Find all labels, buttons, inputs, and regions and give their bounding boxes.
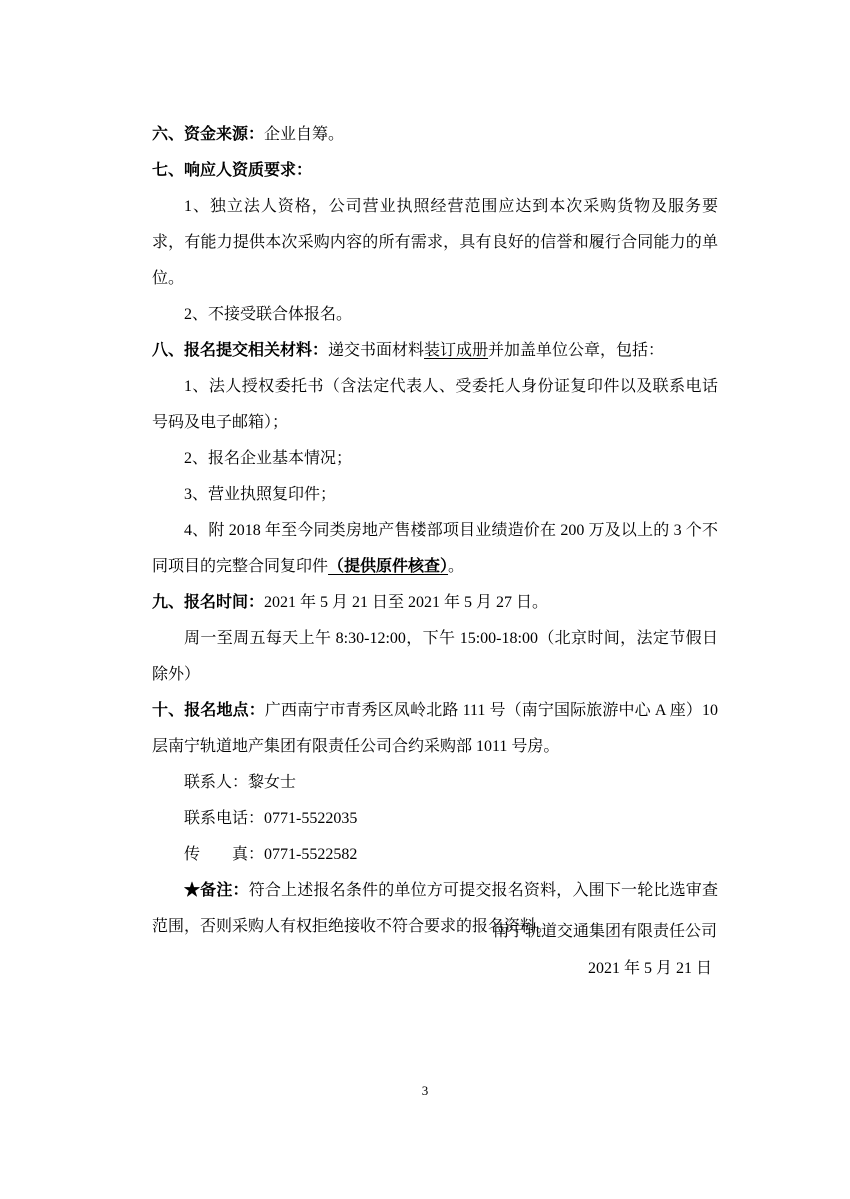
text-run: 十、报名地点：	[152, 702, 265, 719]
doc-paragraph	[152, 477, 718, 513]
text-run: 联系人：黎女士	[184, 774, 297, 791]
doc-paragraph	[152, 189, 718, 297]
page-number: 3	[421, 1083, 429, 1098]
text-run: 1、法人授权委托书（含法定代表人、受委托人身份证复印件以及联系电话号码及电子邮箱）；	[152, 378, 718, 431]
doc-paragraph	[152, 837, 718, 873]
signature-company: 南宁轨道交通集团有限责任公司	[492, 923, 717, 940]
doc-paragraph	[152, 801, 718, 837]
doc-paragraph	[152, 117, 718, 153]
doc-paragraph	[152, 585, 718, 621]
text-run: 七、响应人资质要求：	[152, 162, 313, 179]
text-run: 1、独立法人资格，公司营业执照经营范围应达到本次采购货物及服务要求，有能力提供本次采购内容的所有需求，具有良好的信誉和履行合同能力的单位。	[152, 198, 718, 287]
text-run: 符合上述报名条件的单位方可提交报名资料，入围下一轮比选审查范围，否则采购人有权拒绝接收不符合要求的报名资料。	[152, 882, 718, 935]
text-run: 2021 年 5 月 21 日至 2021 年 5 月 27 日。	[264, 594, 549, 611]
doc-paragraph	[152, 153, 718, 189]
text-run: 。	[448, 558, 465, 575]
doc-paragraph	[152, 297, 718, 333]
doc-paragraph	[152, 513, 718, 585]
text-run: 六、资金来源：	[152, 126, 265, 143]
text-run: 4、附 2018 年至今同类房地产售楼部项目业绩造价在 200 万及以上的 3 个不同项目的完整合同复印件	[152, 522, 718, 575]
text-run: 八、报名提交相关材料：	[152, 342, 329, 359]
text-run: 企业自筹。	[264, 126, 345, 143]
doc-paragraph	[152, 441, 718, 477]
text-run: 九、报名时间：	[152, 594, 265, 611]
text-run: 2、报名企业基本情况；	[184, 450, 353, 467]
text-run: ★备注：	[184, 882, 249, 899]
doc-paragraph	[152, 333, 718, 369]
text-run: 联系电话：0771-5522035	[184, 810, 358, 827]
text-run: 广西南宁市青秀区凤岭北路 111 号（南宁国际旅游中心 A 座）10 层南宁轨道地产集团有限责任公司合约采购部 1011 号房。	[152, 702, 722, 755]
text-run: 2、不接受联合体报名。	[184, 306, 353, 323]
text-run: 递交书面材料	[328, 342, 425, 359]
text-run: 周一至周五每天上午 8:30-12:00，下午 15:00-18:00（北京时间，法定节假日除外）	[152, 630, 718, 683]
text-run: （提供原件核查）	[328, 558, 449, 575]
doc-paragraph	[152, 369, 718, 441]
signature-date: 2021 年 5 月 21 日	[587, 960, 712, 977]
doc-paragraph	[152, 621, 718, 693]
text-run: 装订成册	[424, 342, 489, 359]
doc-paragraph	[152, 693, 722, 765]
doc-paragraph	[152, 765, 718, 801]
text-run: 并加盖单位公章，包括：	[488, 342, 665, 359]
document-body	[152, 117, 722, 945]
text-run: 传 真：0771-5522582	[184, 846, 358, 863]
text-run: 3、营业执照复印件；	[184, 486, 337, 503]
signature-block	[493, 913, 718, 987]
